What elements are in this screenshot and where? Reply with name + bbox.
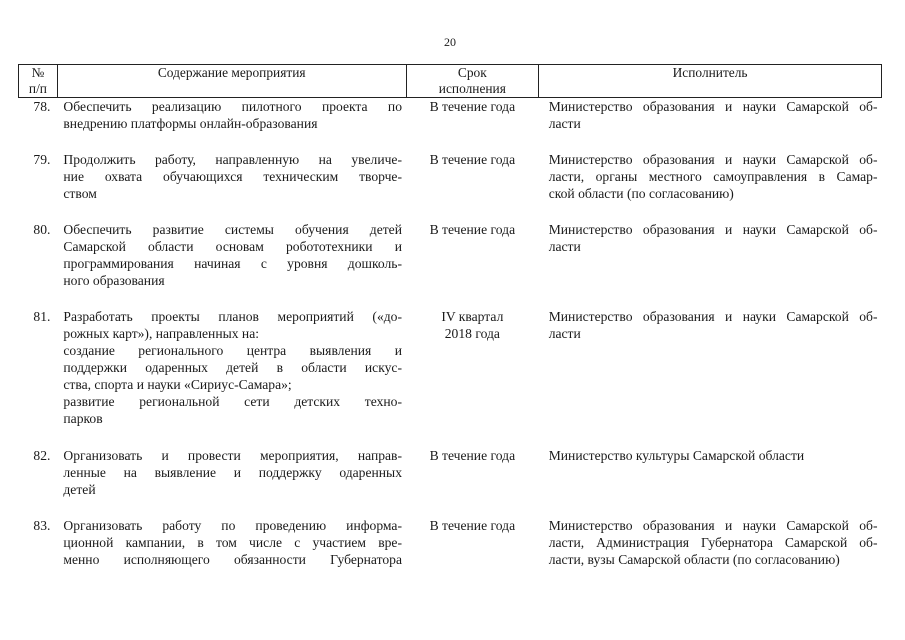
header-num-line: №: [31, 65, 45, 80]
content-line: Обеспечить развитие системы обучения детей: [63, 222, 402, 237]
executor-line: Министерство образования и науки Самарской об-: [548, 99, 878, 114]
header-content: Содержание мероприятия: [57, 65, 406, 98]
term-line: В течение года: [429, 448, 516, 463]
row-num: 80.: [33, 222, 51, 237]
row-num: 82.: [33, 448, 51, 463]
header-num: [19, 65, 58, 98]
content-line: ством: [63, 186, 97, 201]
executor-line: ласти, вузы Самарской области (по согласованию): [548, 552, 840, 567]
table-row: [19, 308, 882, 427]
content-line: ленные на выявление и поддержку одаренных: [63, 465, 402, 480]
header-term-line: Срок: [457, 65, 487, 80]
content-line: Организовать работу по проведению информа-: [63, 518, 402, 533]
row-num: 78.: [33, 99, 51, 114]
content-line: ства, спорта и науки «Сириус-Самара»;: [63, 377, 292, 392]
row-executor: [539, 221, 882, 289]
table-row: [19, 98, 882, 133]
row-content: [57, 98, 406, 133]
row-term: [406, 308, 539, 427]
row-executor: [539, 308, 882, 427]
row-executor: [539, 447, 882, 498]
term-line: IV квартал: [441, 309, 504, 324]
row-term: [406, 221, 539, 289]
executor-line: ласти: [548, 326, 581, 341]
content-line: ного образования: [63, 273, 165, 288]
events-table: [18, 64, 882, 568]
row-content: [57, 517, 406, 568]
row-term: [406, 517, 539, 568]
header-executor: Исполнитель: [539, 65, 882, 98]
content-line: парков: [63, 411, 103, 426]
executor-line: Министерство образования и науки Самарской об-: [548, 309, 878, 324]
header-term: [406, 65, 539, 98]
content-line: Обеспечить реализацию пилотного проекта по: [63, 99, 402, 114]
executor-line: ласти, Администрация Губернатора Самарской об-: [548, 535, 878, 550]
content-line: менно исполняющего обязанности Губернатора: [63, 552, 402, 567]
row-executor: [539, 517, 882, 568]
row-num: 83.: [33, 518, 51, 533]
content-line: Организовать и провести мероприятия, направ-: [63, 448, 402, 463]
content-line: рожных карт»), направленных на:: [63, 326, 260, 341]
content-line: ционной кампании, в том числе с участием вре-: [63, 535, 402, 550]
row-executor: [539, 98, 882, 133]
executor-line: ласти: [548, 239, 581, 254]
content-line: ние охвата обучающихся техническим творче-: [63, 169, 402, 184]
row-content: [57, 447, 406, 498]
page-number: 20: [444, 35, 456, 49]
executor-line: Министерство образования и науки Самарской об-: [548, 222, 878, 237]
content-line: внедрению платформы онлайн-образования: [63, 116, 318, 131]
table-row: [19, 151, 882, 202]
executor-line: ласти, органы местного самоуправления в Самар-: [548, 169, 878, 184]
row-num: 81.: [33, 309, 51, 324]
content-line: создание регионального центра выявления и: [63, 343, 402, 358]
term-line: 2018 года: [444, 326, 500, 341]
content-line: развитие региональной сети детских техно-: [63, 394, 402, 409]
row-num: 79.: [33, 152, 51, 167]
row-executor: [539, 151, 882, 202]
content-line: Разработать проекты планов мероприятий («до-: [63, 309, 402, 324]
content-line: программирования начиная с уровня дошколь-: [63, 256, 402, 271]
row-term: [406, 98, 539, 133]
header-term-line: исполнения: [438, 81, 506, 96]
content-line: поддержки одаренных детей в области искус-: [63, 360, 402, 375]
executor-line: ласти: [548, 116, 581, 131]
content-line: Продолжить работу, направленную на увеличе-: [63, 152, 402, 167]
term-line: В течение года: [429, 152, 516, 167]
content-line: Самарской области основам робототехники и: [63, 239, 402, 254]
row-content: [57, 151, 406, 202]
row-term: [406, 151, 539, 202]
term-line: В течение года: [429, 518, 516, 533]
executor-line: ской области (по согласованию): [548, 186, 734, 201]
executor-line: Министерство образования и науки Самарской об-: [548, 518, 878, 533]
content-line: детей: [63, 482, 96, 497]
table-header-row: [19, 65, 882, 98]
term-line: В течение года: [429, 222, 516, 237]
term-line: В течение года: [429, 99, 516, 114]
table-row: [19, 221, 882, 289]
row-content: [57, 308, 406, 427]
executor-line: Министерство культуры Самарской области: [548, 448, 805, 463]
row-term: [406, 447, 539, 498]
table-row: [19, 517, 882, 568]
executor-line: Министерство образования и науки Самарской об-: [548, 152, 878, 167]
table-row: [19, 447, 882, 498]
header-num-line: п/п: [28, 81, 47, 96]
row-content: [57, 221, 406, 289]
